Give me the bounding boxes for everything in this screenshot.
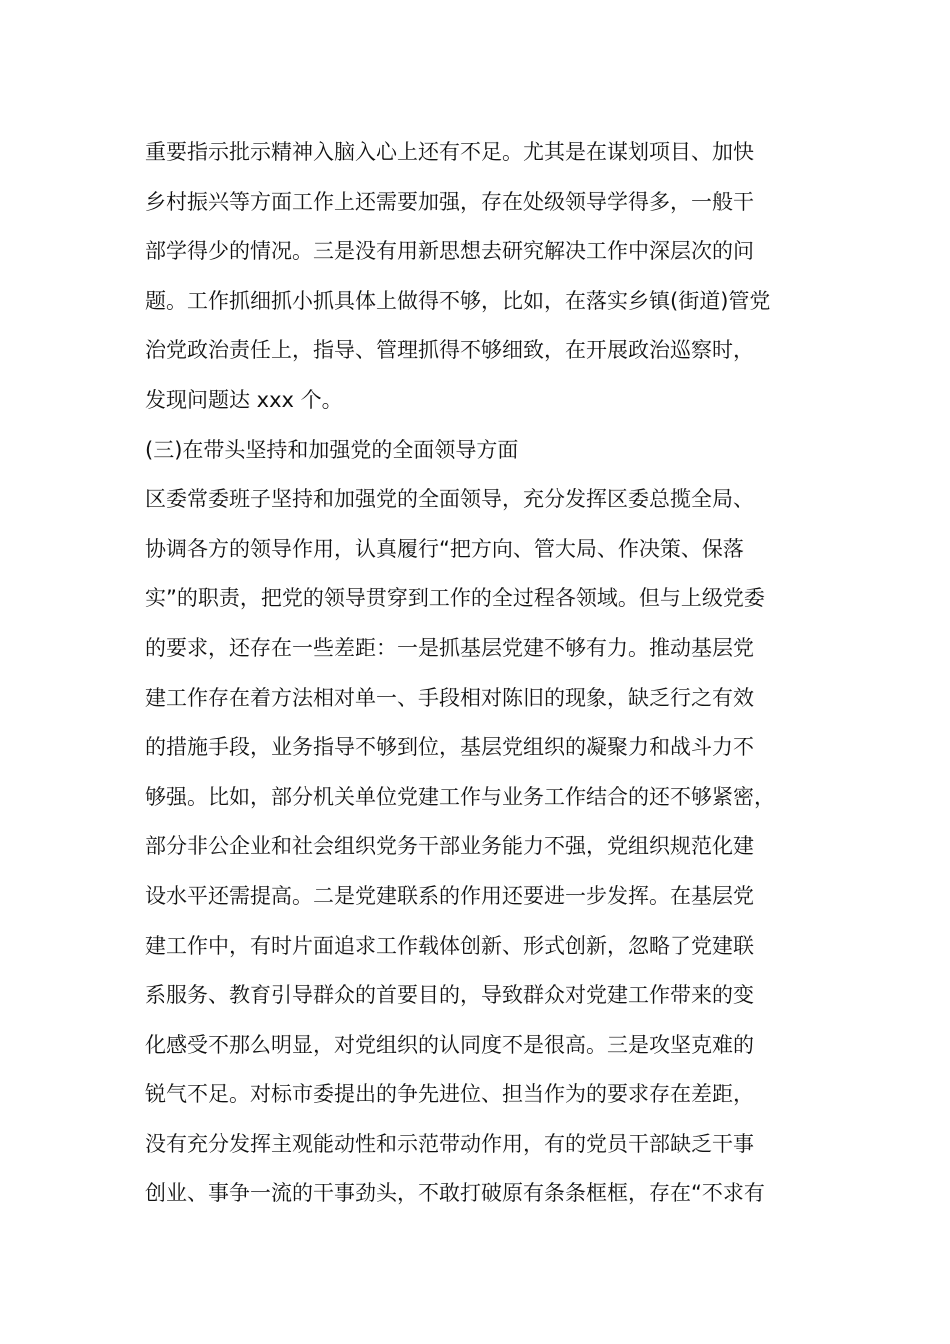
text-line: 治党政治责任上，指导、管理抓得不够细致，在开展政治巡察时， bbox=[145, 338, 754, 363]
text-line: 建工作存在着方法相对单一、手段相对陈旧的现象，缺乏行之有效 bbox=[145, 685, 754, 710]
text-line: 没有充分发挥主观能动性和示范带动作用，有的党员干部缺乏干事 bbox=[145, 1131, 754, 1156]
text-line: 协调各方的领导作用，认真履行“把方向、管大局、作决策、保落 bbox=[145, 536, 744, 561]
text-line: 锐气不足。对标市委提出的争先进位、担当作为的要求存在差距， bbox=[145, 1082, 754, 1107]
text-line: 重要指示批示精神入脑入心上还有不足。尤其是在谋划项目、加快 bbox=[145, 140, 754, 164]
text-line: 建工作中，有时片面追求工作载体创新、形式创新，忽略了党建联 bbox=[145, 933, 754, 958]
text-line: 部学得少的情况。三是没有用新思想去研究解决工作中深层次的问 bbox=[145, 239, 754, 264]
text-line: 设水平还需提高。二是党建联系的作用还要进一步发挥。在基层党 bbox=[145, 883, 754, 908]
text-line: 题。工作抓细抓小抓具体上做得不够，比如，在落实乡镇(街道)管党 bbox=[145, 288, 771, 313]
text-line: 区委常委班子坚持和加强党的全面领导，充分发挥区委总揽全局、 bbox=[145, 487, 754, 512]
text-line: 乡村振兴等方面工作上还需要加强，存在处级领导学得多，一般干 bbox=[145, 189, 754, 214]
text-line: 化感受不那么明显，对党组织的认同度不是很高。三是攻坚克难的 bbox=[145, 1032, 754, 1057]
text-line: 发现问题达 xxx 个。 bbox=[145, 387, 343, 412]
document-body-text bbox=[145, 128, 815, 1219]
text-line: 系服务、教育引导群众的首要目的，导致群众对党建工作带来的变 bbox=[145, 983, 754, 1008]
text-line: 创业、事争一流的干事劲头，不敢打破原有条条框框，存在“不求有 bbox=[145, 1181, 765, 1206]
text-line: 的要求，还存在一些差距：一是抓基层党建不够有力。推动基层党 bbox=[145, 635, 754, 660]
text-line: 够强。比如，部分机关单位党建工作与业务工作结合的还不够紧密， bbox=[145, 784, 775, 809]
text-line: 的措施手段，业务指导不够到位，基层党组织的凝聚力和战斗力不 bbox=[145, 735, 754, 760]
text-line: 实”的职责，把党的领导贯穿到工作的全过程各领域。但与上级党委 bbox=[145, 586, 765, 611]
section-heading: (三)在带头坚持和加强党的全面领导方面 bbox=[145, 437, 519, 462]
text-line: 部分非公企业和社会组织党务干部业务能力不强，党组织规范化建 bbox=[145, 834, 754, 859]
